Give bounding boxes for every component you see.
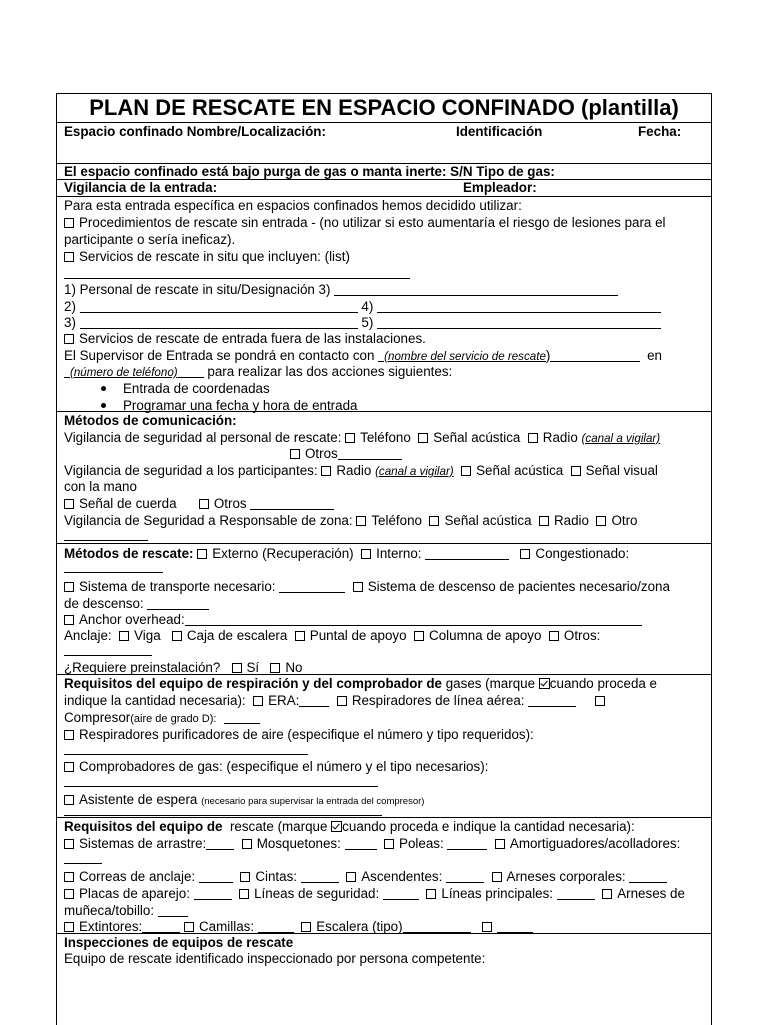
personnel-label-2: 2) <box>64 299 76 314</box>
senal-acustica-label: Señal acústica <box>444 513 532 528</box>
arneses-mun-label: Arneses de <box>617 886 685 901</box>
checkbox-linea-aerea[interactable] <box>337 696 347 706</box>
otros-label: Otros <box>305 446 338 461</box>
bullet-text-2: Programar una fecha y hora de entrada <box>123 398 358 413</box>
placas-label: Placas de aparejo: <box>79 886 190 901</box>
anclaje-fill[interactable] <box>64 641 152 658</box>
personnel-label-1: 1) Personal de rescate in situ/Designación 3) <box>64 282 331 297</box>
checkbox-arrastre[interactable] <box>64 839 74 849</box>
equip-line-5 <box>64 918 533 935</box>
checkbox-puntal[interactable] <box>295 631 305 641</box>
phone-number[interactable]: (número de teléfono) <box>70 366 178 379</box>
equip-title: Requisitos del equipo de <box>64 819 223 834</box>
checkbox-arneses-mun[interactable] <box>602 889 612 899</box>
checkbox-compresor[interactable] <box>595 696 605 706</box>
onsite-list-line[interactable] <box>64 264 410 281</box>
checkbox-telefono[interactable] <box>345 433 355 443</box>
title-row <box>57 94 711 123</box>
lineas-seg-label: Líneas de seguridad: <box>254 886 380 901</box>
checkbox-ascendentes[interactable] <box>346 872 356 882</box>
columna-label: Columna de apoyo <box>429 628 542 643</box>
fill-line[interactable] <box>403 919 471 933</box>
compresor-label: Compresor <box>64 710 131 725</box>
option-onsite <box>64 248 350 265</box>
id-label: Identificación <box>456 124 543 139</box>
checkbox-mosquetones[interactable] <box>242 839 252 849</box>
checkbox-externo[interactable] <box>197 549 207 559</box>
otros-label: Otros <box>213 496 247 511</box>
fill-line[interactable] <box>206 836 234 850</box>
bullet-item-1 <box>101 380 270 397</box>
phone-line-text: para realizar las dos acciones siguientes: <box>207 364 453 379</box>
equip-title-line <box>64 818 635 835</box>
cintas-label: Cintas: <box>255 869 297 884</box>
checkbox-otro[interactable] <box>596 516 606 526</box>
rescue-service-name[interactable]: (nombre del servicio de rescate <box>384 350 546 363</box>
comm-participants-line <box>64 462 658 480</box>
si-label: Sí <box>246 660 260 675</box>
comm-participants-label: Vigilancia de seguridad a los participantes: <box>64 463 318 478</box>
employer-label: Empleador: <box>463 180 537 195</box>
checkbox[interactable] <box>64 252 74 262</box>
resp-line-2 <box>64 692 610 709</box>
checkbox-otros[interactable] <box>290 449 300 459</box>
otro-label: Otro <box>611 513 638 528</box>
checkbox-transporte[interactable] <box>64 582 74 592</box>
option-offsite <box>64 330 426 347</box>
senal-acustica-label: Señal acústica <box>433 430 521 445</box>
checkbox-anchor[interactable] <box>64 615 74 625</box>
comm-zone-line <box>64 512 637 529</box>
anclaje-label: Anclaje: <box>64 628 112 643</box>
checkbox-viga[interactable] <box>119 631 129 641</box>
linea-aerea-label: Respiradores de línea aérea: <box>351 693 525 708</box>
fill-line[interactable] <box>447 836 487 850</box>
senal-acustica-label: Señal acústica <box>476 463 564 478</box>
caja-label: Caja de escalera <box>186 628 288 643</box>
checkbox-descenso[interactable] <box>353 582 363 592</box>
otros-label: Otros: <box>563 628 601 643</box>
date-label: Fecha: <box>638 124 682 139</box>
congestionado-label: Congestionado: <box>535 546 630 561</box>
camillas-label: Camillas: <box>199 919 255 934</box>
checkbox-extintores[interactable] <box>64 922 74 932</box>
preinst-label: ¿Requiere preinstalación? <box>64 660 221 675</box>
name-label: Espacio confinado Nombre/Localización: <box>64 124 326 139</box>
preinst-line <box>64 659 302 676</box>
checkbox-interno[interactable] <box>361 549 371 559</box>
fill-line[interactable] <box>185 612 642 626</box>
bullet-text-1: Entrada de coordenadas <box>123 381 270 396</box>
extintores-label: Extintores: <box>79 919 143 934</box>
comm-zone-label: Vigilancia de Seguridad a Responsable de zona: <box>64 513 353 528</box>
telefono-label: Teléfono <box>371 513 422 528</box>
descenso-label: Sistema de descenso de pacientes necesario/zona <box>367 579 670 594</box>
entry-section <box>57 197 711 412</box>
paren-close: ) <box>545 348 551 363</box>
canal-note: (canal a vigilar) <box>581 432 661 445</box>
inspection-line-1: Equipo de rescate identificado inspeccionado por persona competente: <box>64 951 486 966</box>
comm-cuerda-line <box>64 495 334 512</box>
fill-line[interactable] <box>258 919 294 933</box>
puntal-label: Puntal de apoyo <box>309 628 407 643</box>
checkbox-correas[interactable] <box>64 872 74 882</box>
fill-line[interactable] <box>224 710 260 724</box>
interno-label: Interno: <box>376 546 422 561</box>
fill-line[interactable] <box>425 546 509 560</box>
radio-label: Radio <box>553 513 589 528</box>
fill-line[interactable] <box>299 693 329 707</box>
fill-line[interactable] <box>147 596 209 610</box>
arneses-corp-label: Arneses corporales: <box>506 869 626 884</box>
comm-otros-line <box>290 445 402 462</box>
resp-title-rest-b: cuando proceda e <box>549 676 658 691</box>
personnel-label-5: 5) <box>361 315 374 330</box>
checked-box-icon <box>539 678 550 689</box>
fill-line[interactable] <box>194 886 232 900</box>
page-title: PLAN DE RESCATE EN ESPACIO CONFINADO (plantilla) <box>89 95 679 120</box>
checkbox-other[interactable] <box>482 922 492 932</box>
entry-intro: Para esta entrada específica en espacios confinados hemos decidido utilizar: <box>64 198 522 213</box>
equip-line-1 <box>64 835 680 852</box>
arneses-mun-cont: muñeca/tobillo: <box>64 903 155 918</box>
fill-line[interactable] <box>557 886 595 900</box>
equip-line-4 <box>64 902 188 919</box>
viga-label: Viga <box>134 628 161 643</box>
checked-box-icon <box>331 821 342 832</box>
checkbox-senal-acustica[interactable] <box>418 433 428 443</box>
senal-cuerda-label: Señal de cuerda <box>79 496 177 511</box>
arrastre-label: Sistemas de arrastre: <box>79 836 207 851</box>
fill-line[interactable] <box>345 836 377 850</box>
radio-label: Radio <box>336 463 372 478</box>
resp-title-rest-a: gases (marque <box>445 676 536 691</box>
en-text: en <box>647 348 663 363</box>
checkbox-no[interactable] <box>270 663 280 673</box>
checkbox-comprobadores[interactable] <box>64 762 74 772</box>
checkbox-congestionado[interactable] <box>520 549 530 559</box>
asistente-note: (necesario para supervisar la entrada del compresor) <box>201 796 425 807</box>
checkbox-telefono[interactable] <box>356 516 366 526</box>
resp-title-line <box>64 675 657 692</box>
watch-label: Vigilancia de la entrada: <box>64 180 218 195</box>
personnel-line-2 <box>64 298 661 315</box>
checkbox-otros[interactable] <box>199 499 209 509</box>
checkbox-radio[interactable] <box>539 516 549 526</box>
fill-line[interactable] <box>377 315 661 329</box>
fill-line[interactable] <box>338 446 402 460</box>
amortiguadores-label: Amortiguadores/acolladores: <box>509 836 681 851</box>
rescue-fill[interactable] <box>64 558 163 575</box>
checkbox-si[interactable] <box>232 663 242 673</box>
checkbox-senal-acustica[interactable] <box>429 516 439 526</box>
comprobadores-label: Comprobadores de gas: (especifique el número y el tipo necesarios): <box>79 759 489 774</box>
checkbox-camillas[interactable] <box>184 922 194 932</box>
option-no-entry-cont: participante o sería ineficaz). <box>64 232 236 247</box>
checkbox-columna[interactable] <box>414 631 424 641</box>
supervisor-text: El Supervisor de Entrada se pondrá en contacto con <box>64 348 375 363</box>
anchor-label: Anchor overhead: <box>79 612 185 627</box>
mosquetones-label: Mosquetones: <box>256 836 341 851</box>
communication-section <box>57 412 711 544</box>
transport-line <box>64 578 670 595</box>
fill-line[interactable] <box>80 299 358 313</box>
fill-line[interactable] <box>629 869 667 883</box>
era-label: ERA: <box>268 693 300 708</box>
option-no-entry-label: Procedimientos de rescate sin entrada - (no utilizar si esto aumentaría el riesgo de lesiones para el <box>79 215 666 230</box>
comm-mano: con la mano <box>64 479 137 494</box>
fill-line[interactable] <box>497 919 533 933</box>
inspection-section <box>57 934 711 1025</box>
equip-line-3 <box>64 885 685 902</box>
checkbox[interactable] <box>64 334 74 344</box>
fill-line[interactable] <box>158 903 188 917</box>
anchor-line <box>64 611 642 628</box>
option-no-entry <box>64 214 666 231</box>
checkbox-purificadores[interactable] <box>64 730 74 740</box>
descenso-line <box>64 595 209 612</box>
resp-l2: indique la cantidad necesaria): <box>64 693 246 708</box>
fill-line[interactable] <box>199 869 233 883</box>
checkbox-caja[interactable] <box>172 631 182 641</box>
senal-visual-label: Señal visual <box>585 463 658 478</box>
checkbox-placas[interactable] <box>64 889 74 899</box>
rescue-section <box>57 544 711 675</box>
gas-row <box>57 164 711 180</box>
option-onsite-label: Servicios de rescate in situ que incluyen: (list) <box>79 249 350 264</box>
fill-line[interactable] <box>80 315 358 329</box>
lineas-princ-label: Líneas principales: <box>441 886 554 901</box>
checkbox-cintas[interactable] <box>240 872 250 882</box>
personnel-label-3: 3) <box>64 315 76 330</box>
asistente-fill[interactable] <box>64 801 382 818</box>
fill-line[interactable] <box>383 886 419 900</box>
fill-line[interactable] <box>377 299 661 313</box>
asistente-label: Asistente de espera <box>79 792 198 807</box>
comm-zone-fill[interactable] <box>64 526 148 543</box>
checkbox-senal-visual[interactable] <box>571 466 581 476</box>
poleas-label: Poleas: <box>399 836 444 851</box>
fill-line[interactable] <box>550 348 640 362</box>
checkbox-lineas-princ[interactable] <box>426 889 436 899</box>
checkbox-radio[interactable] <box>321 466 331 476</box>
checkbox-otros[interactable] <box>549 631 559 641</box>
checkbox-escalera[interactable] <box>301 922 311 932</box>
equip-title-rest-b: cuando proceda e indique la cantidad necesaria): <box>342 819 635 834</box>
header-row <box>57 123 711 164</box>
fill-line[interactable] <box>528 693 576 707</box>
phone-line <box>64 363 452 381</box>
inspection-title: Inspecciones de equipos de rescate <box>64 935 294 950</box>
correas-label: Correas de anclaje: <box>79 869 196 884</box>
comprobadores-fill[interactable] <box>64 772 378 789</box>
rescue-title: Métodos de rescate: <box>64 546 194 561</box>
purificadores-label: Respiradores purificadores de aire (especifique el número y tipo requeridos): <box>79 727 534 742</box>
equip-title-rest-a: rescate (marque <box>229 819 328 834</box>
option-offsite-label: Servicios de rescate de entrada fuera de las instalaciones. <box>79 331 426 346</box>
checkbox-senal-cuerda[interactable] <box>64 499 74 509</box>
communication-title: Métodos de comunicación: <box>64 413 237 428</box>
comm-rescue-label: Vigilancia de seguridad al personal de rescate: <box>64 430 342 445</box>
fill-line[interactable] <box>279 579 345 593</box>
personnel-line-1 <box>64 281 618 298</box>
fill-line[interactable] <box>301 869 339 883</box>
externo-label: Externo (Recuperación) <box>212 546 354 561</box>
personnel-label-4: 4) <box>361 299 374 314</box>
descenso-cont: de descenso: <box>64 596 144 611</box>
respiration-section <box>57 675 711 818</box>
checkbox-senal-acustica[interactable] <box>461 466 471 476</box>
personnel-line-3 <box>64 314 661 331</box>
fill-line[interactable] <box>142 919 180 933</box>
aire-label: (aire de grado D): <box>130 713 217 725</box>
checkbox-radio[interactable] <box>528 433 538 443</box>
telefono-label: Teléfono <box>360 430 411 445</box>
resp-title: Requisitos del equipo de respiración y del comprobador de <box>64 676 442 691</box>
gas-label: El espacio confinado está bajo purga de gas o manta inerte: S/N Tipo de gas: <box>64 164 555 179</box>
no-label: No <box>285 660 303 675</box>
ascendentes-label: Ascendentes: <box>361 869 443 884</box>
checkbox-poleas[interactable] <box>384 839 394 849</box>
rescue-plan-form <box>56 93 712 1025</box>
equip-fill-1[interactable] <box>64 849 102 866</box>
escalera-label: Escalera (tipo) <box>316 919 403 934</box>
checkbox-arneses-corp[interactable] <box>492 872 502 882</box>
fill-line[interactable] <box>250 496 334 510</box>
purificadores-fill[interactable] <box>64 740 308 757</box>
watch-row <box>57 180 711 197</box>
checkbox-lineas-seg[interactable] <box>239 889 249 899</box>
radio-label: Radio <box>542 430 578 445</box>
checkbox-era[interactable] <box>253 696 263 706</box>
checkbox-amortiguadores[interactable] <box>495 839 505 849</box>
fill-line[interactable] <box>334 282 618 296</box>
checkbox[interactable] <box>64 218 74 228</box>
equipment-section <box>57 818 711 934</box>
equip-line-2 <box>64 868 667 885</box>
transporte-label: Sistema de transporte necesario: <box>79 579 276 594</box>
canal-note: (canal a vigilar) <box>375 465 454 478</box>
fill-line[interactable] <box>446 869 484 883</box>
